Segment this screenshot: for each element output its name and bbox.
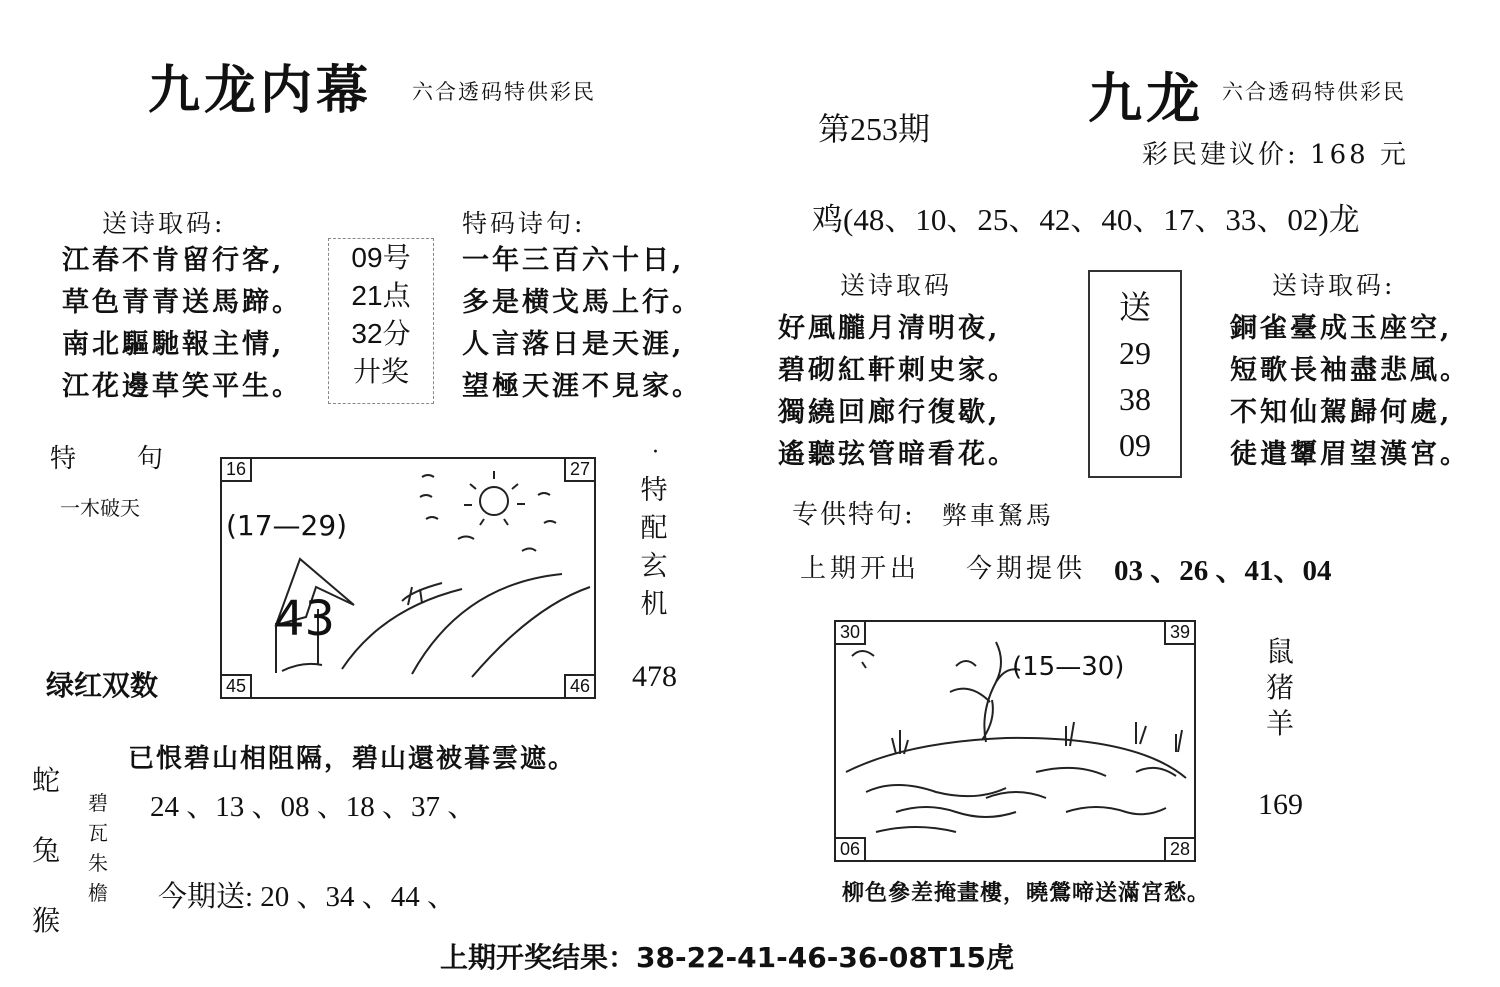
- right-poem-right: [1230, 308, 1470, 476]
- te-ju-label: 特 句: [50, 444, 167, 474]
- small-vertical: [84, 788, 112, 908]
- left-picture: [220, 457, 596, 699]
- right-side-number: 169: [1258, 788, 1303, 821]
- center-box-line: 32分: [351, 318, 411, 349]
- center-box-line: 38: [1119, 381, 1151, 417]
- left-pic-corner-tr: 27: [564, 459, 594, 482]
- special-value: 弊車駑馬: [942, 501, 1055, 530]
- left-side-dot: ·: [652, 440, 659, 465]
- today-send: 今期送: 20 、34 、44 、: [158, 881, 457, 913]
- left-poem-left: [62, 240, 302, 408]
- side-char: 玄: [640, 551, 668, 582]
- poem-line: 南北驅馳報主情,: [62, 329, 285, 360]
- poem-line: 獨繞回廊行復歇,: [778, 397, 1001, 428]
- small-char: 碧: [88, 791, 108, 815]
- side-char: 猪: [1265, 671, 1294, 704]
- center-box-line: 送: [1118, 289, 1151, 325]
- left-pic-corner-br: 46: [564, 674, 594, 697]
- poem-line: 多是横戈馬上行。: [462, 287, 702, 318]
- left-sketch-scribble: (17—29): [226, 509, 348, 542]
- small-char: 朱: [88, 851, 108, 875]
- te-ju-value: 一木破天: [60, 496, 140, 520]
- center-box-line: 21点: [351, 280, 411, 311]
- left-sketch-glyph: 43: [274, 591, 336, 647]
- left-poem-left-header: 送诗取码:: [102, 209, 226, 238]
- poem-line: 江花邊草笑平生。: [62, 371, 302, 402]
- poem-line: 草色青青送馬蹄。: [62, 287, 302, 318]
- poem-line: 碧砌紅軒刺史家。: [778, 355, 1018, 386]
- left-side-vertical: [638, 472, 670, 624]
- right-center-box: [1088, 270, 1182, 478]
- left-subtitle: 六合透码特供彩民: [412, 80, 596, 104]
- footer-result: 上期开奖结果：38-22-41-46-36-08T15虎: [440, 941, 1014, 974]
- left-sketch: [222, 459, 594, 697]
- zodiac-char: 猴: [31, 904, 60, 937]
- side-char: 羊: [1265, 707, 1294, 740]
- price: 彩民建议价: 168 元: [1142, 140, 1409, 170]
- poem-line: 人言落日是天涯,: [462, 329, 685, 360]
- left-side-number: 478: [632, 660, 677, 693]
- left-verse: 已恨碧山相阻隔，碧山還被暮雲遮。: [128, 744, 577, 774]
- left-center-box: [328, 238, 434, 404]
- special-label: 专供特句:: [792, 500, 915, 530]
- right-pic-corner-tl: 30: [836, 622, 866, 645]
- issue-number: 第253期: [818, 111, 931, 147]
- right-poem-right-header: 送诗取码:: [1272, 271, 1396, 300]
- zodiac-vertical: [28, 746, 64, 956]
- center-box-line: 廾奖: [352, 356, 409, 387]
- side-char: 机: [640, 589, 668, 620]
- range-line: 鸡(48、10、25、42、40、17、33、02)龙: [812, 202, 1360, 237]
- poem-line: 江春不肯留行客,: [62, 245, 285, 276]
- side-char: 特: [640, 475, 668, 506]
- right-side-vertical: [1262, 634, 1298, 742]
- right-pic-corner-tr: 39: [1164, 622, 1194, 645]
- right-sketch-scribble: (15—30): [1012, 652, 1125, 682]
- zodiac-char: 兔: [31, 834, 60, 867]
- poem-line: 遙聽弦管暗看花。: [778, 439, 1018, 470]
- poem-line: 銅雀臺成玉座空,: [1230, 313, 1453, 344]
- zodiac-char: 蛇: [31, 764, 60, 797]
- side-char: 鼠: [1265, 635, 1294, 668]
- color-hint: 绿红双数: [46, 669, 159, 702]
- right-picture: [834, 620, 1196, 862]
- provide-label: 今期提供: [966, 554, 1087, 584]
- left-numbers-line: 24 、13 、08 、18 、37 、: [150, 791, 477, 823]
- right-pic-corner-bl: 06: [836, 837, 866, 860]
- poem-line: 不知仙駕歸何處,: [1230, 397, 1453, 428]
- right-subtitle: 六合透码特供彩民: [1222, 80, 1406, 104]
- left-title: 九龙内幕: [148, 60, 373, 121]
- center-box-line: 29: [1119, 335, 1151, 371]
- last-label: 上期开出: [800, 554, 921, 584]
- left-pic-corner-bl: 45: [222, 674, 252, 697]
- left-poem-right-header: 特码诗句:: [462, 209, 586, 238]
- right-poem-left: [778, 308, 1018, 476]
- right-caption: 柳色參差掩畫樓，曉鶯啼送滿宮愁。: [842, 880, 1211, 906]
- poem-line: 短歌長袖盡悲風。: [1230, 355, 1470, 386]
- poem-line: 徒遣顰眉望漢宮。: [1230, 439, 1470, 470]
- poem-line: 好風朧月清明夜,: [778, 313, 1001, 344]
- left-poem-right: [462, 240, 702, 408]
- small-char: 瓦: [88, 821, 108, 845]
- side-char: 配: [640, 513, 668, 544]
- provide-numbers: 03 、26 、41、04: [1114, 555, 1332, 587]
- right-pic-corner-br: 28: [1164, 837, 1194, 860]
- center-box-line: 09: [1119, 427, 1151, 463]
- center-box-line: 09号: [351, 242, 411, 273]
- small-char: 檐: [88, 881, 108, 905]
- left-pic-corner-tl: 16: [222, 459, 252, 482]
- right-title: 九龙: [1088, 66, 1204, 130]
- right-poem-left-header: 送诗取码: [840, 271, 953, 300]
- poem-line: 一年三百六十日,: [462, 245, 685, 276]
- poem-line: 望極天涯不見家。: [462, 371, 702, 402]
